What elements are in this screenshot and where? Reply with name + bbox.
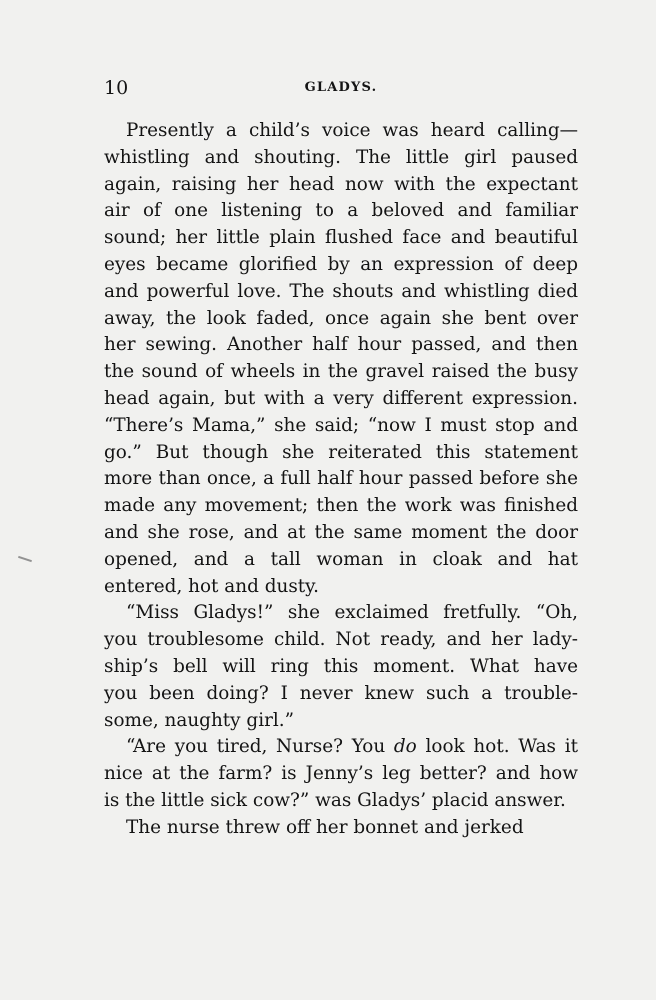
text-line: more than once, a full half hour passed before she <box>104 468 578 490</box>
page-header <box>104 76 578 100</box>
text-line: whistling and shouting. The little girl paused <box>104 146 578 168</box>
text-line: some, naughty girl.” <box>104 709 294 731</box>
text-line: the sound of wheels in the gravel raised the busy <box>104 361 578 383</box>
text-line: go.” But though she reiterated this statement <box>104 441 578 463</box>
italic-word: do <box>393 736 417 758</box>
text-line: and she rose, and at the same moment the door <box>104 521 578 543</box>
text-line: sound; her little plain flushed face and beautiful <box>104 227 578 249</box>
text-line: Presently a child’s voice was heard calling— <box>126 120 578 141</box>
body-text <box>104 118 578 842</box>
text-line: you troublesome child. Not ready, and her lady- <box>104 629 578 651</box>
text-line: eyes became glorified by an expression of deep <box>104 253 578 275</box>
text-line: her sewing. Another half hour passed, and then <box>104 334 578 356</box>
text-line: head again, but with a very different expression. <box>104 387 578 409</box>
text-line: and powerful love. The shouts and whistling died <box>104 280 578 302</box>
text-line: ship’s bell will ring this moment. What have <box>104 655 578 677</box>
text-line <box>104 734 578 761</box>
text-line: “There’s Mama,” she said; “now I must stop and <box>104 414 578 436</box>
text-segment: look hot. Was it <box>416 736 579 758</box>
text-line: you been doing? I never knew such a trouble- <box>104 682 578 704</box>
margin-mark <box>18 556 32 562</box>
text-line: again, raising her head now with the expectant <box>104 173 578 195</box>
text-line: nice at the farm? is Jenny’s leg better? and how <box>104 763 578 785</box>
text-line: is the little sick cow?” was Gladys’ placid answer. <box>104 789 566 811</box>
text-line: opened, and a tall woman in cloak and hat <box>104 548 578 570</box>
page-number: 10 <box>104 77 129 99</box>
running-head: GLADYS. <box>304 80 378 95</box>
text-line: entered, hot and dusty. <box>104 575 319 597</box>
text-line: air of one listening to a beloved and familiar <box>104 200 578 222</box>
text-line: away, the look faded, once again she bent over <box>104 307 578 329</box>
text-line: “Miss Gladys!” she exclaimed fretfully. “Oh, <box>126 602 578 624</box>
text-line: made any movement; then the work was finished <box>104 495 578 517</box>
text-line: The nurse threw off her bonnet and jerked <box>126 816 524 838</box>
text-segment: “Are you tired, Nurse? You <box>126 736 394 758</box>
